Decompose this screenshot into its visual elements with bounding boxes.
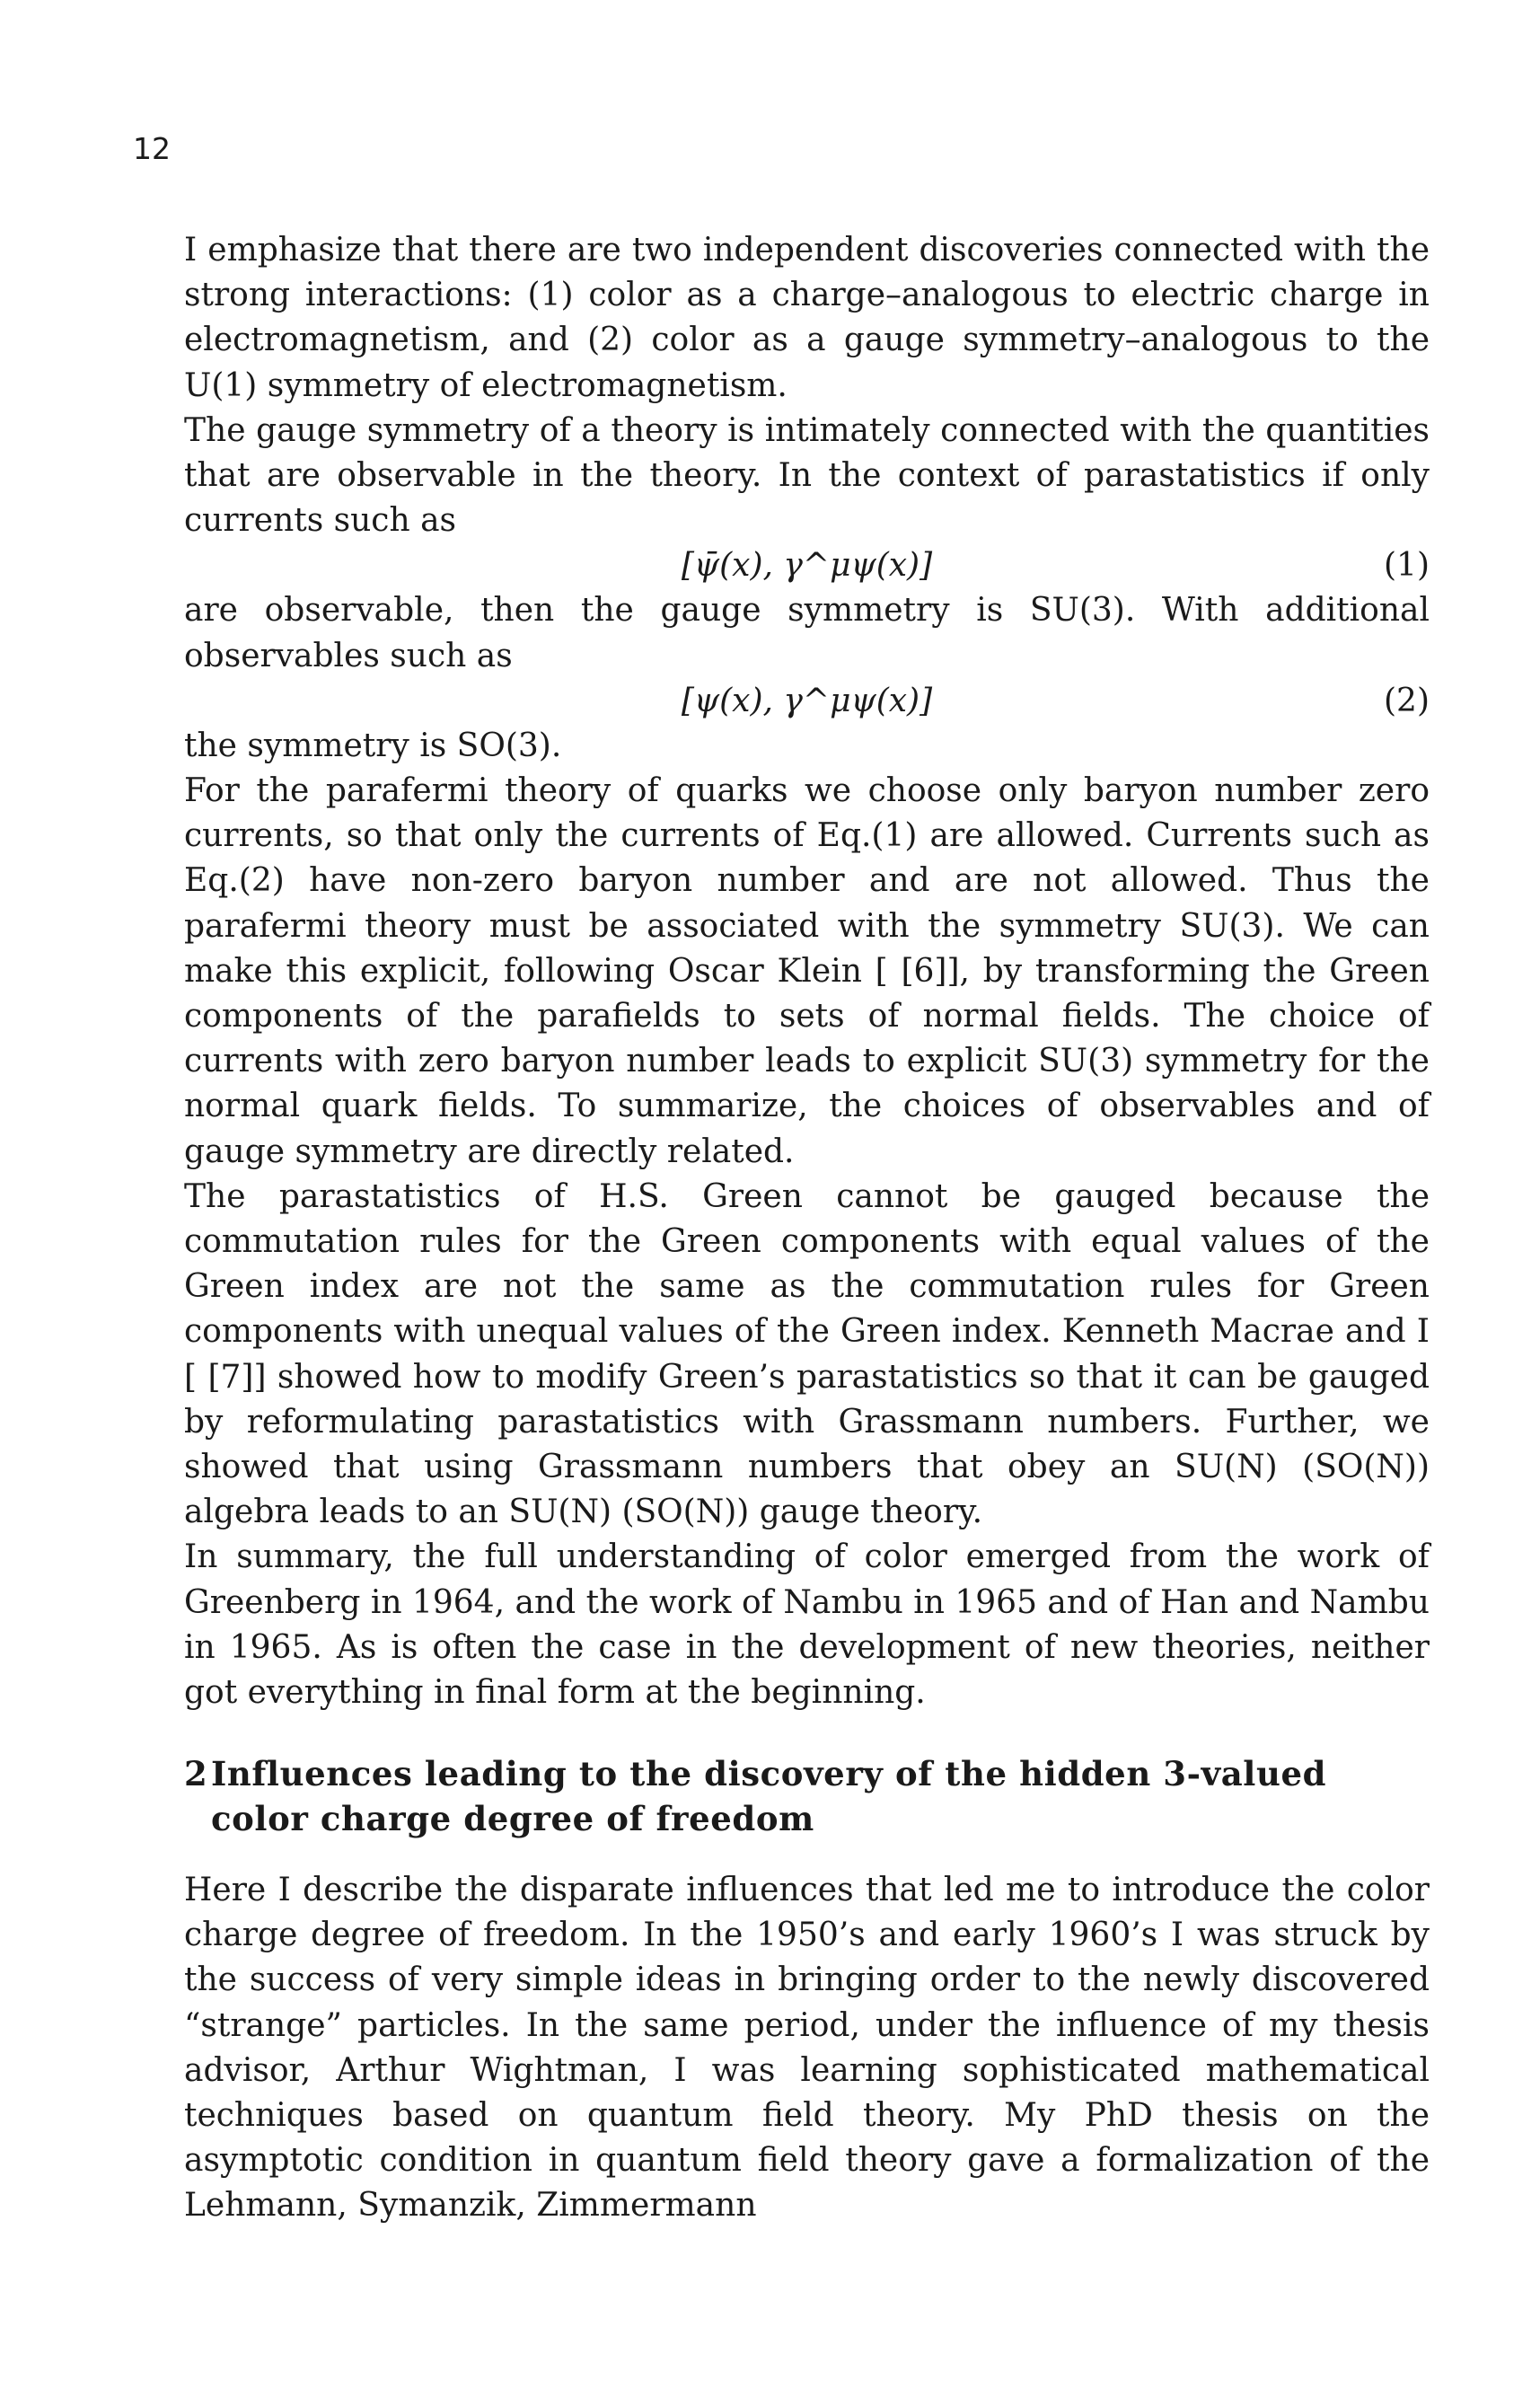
body-text-top: [184, 228, 1430, 1715]
section-number: 2: [184, 1754, 207, 1793]
paragraph: Here I describe the disparate influences that led me to introduce the color charge degree of freedom. In the 1950’s and early 1960’s I was struck by the success of very simple ideas in bringing order to the newly discovered “strange” particles. In the same period, under the influence of my thesis advisor, Arthur Wightman, I was learning sophisticated mathematical techniques based on quantum field theory. My PhD thesis on the asymptotic condition in quantum field theory gave a formalization of the Lehmann, Symanzik, Zimmermann: [184, 1872, 1430, 2225]
paragraph: For the parafermi theory of quarks we choose only baryon number zero currents, so that only the currents of Eq.(1) are allowed. Currents such as Eq.(2) have non-zero baryon number and are not allowed. Thus the parafermi theory must be associated with the symmetry SU(3). We can make this explicit, following Oscar Klein [ [6]], by transforming the Green components of the parafields to sets of normal fields. The choice of currents with zero baryon number leads to explicit SU(3) symmetry for the normal quark fields. To summarize, the choices of observables and of gauge symmetry are directly related.: [184, 772, 1430, 1170]
body-text-bottom: [184, 1868, 1430, 2229]
paragraph: are observable, then the gauge symmetry is SU(3). With additional observables such as: [184, 592, 1430, 674]
paragraph: I emphasize that there are two independent discoveries connected with the strong interactions: (1) color as a charge–analogous to electric charge in electromagnetism, and (2) color as a gauge symmetry–analogous to the U(1) symmetry of electromagnetism.: [184, 232, 1430, 404]
section-title: Influences leading to the discovery of the hidden 3-valued color charge degree of freedom: [211, 1754, 1327, 1838]
paragraph: The gauge symmetry of a theory is intimately connected with the quantities that are observable in the theory. In the context of parastatistics if only currents such as: [184, 411, 1430, 540]
equation-1-formula: [ψ̄(x), γ^μψ(x)]: [681, 547, 933, 585]
equation-2: [184, 679, 1430, 724]
equation-2-number: (2): [1384, 682, 1430, 719]
paragraph: the symmetry is SO(3).: [184, 727, 562, 764]
paragraph: The parastatistics of H.S. Green cannot be gauged because the commutation rules for the Green components with equal values of the Green index are not the same as the commutation rules for Green components with unequal values of the Green index. Kenneth Macrae and I [ [7]] showed how to modify Green’s parastatistics so that it can be gauged by reformulating parastatistics with Grassmann numbers. Further, we showed that using Grassmann numbers that obey an SU(N) (SO(N)) algebra leads to an SU(N) (SO(N)) gauge theory.: [184, 1177, 1430, 1531]
equation-1: [184, 543, 1430, 588]
section-heading: [184, 1751, 1430, 1841]
equation-1-number: (1): [1384, 547, 1430, 585]
paragraph: In summary, the full understanding of color emerged from the work of Greenberg in 1964, and the work of Nambu in 1965 and of Han and Nambu in 1965. As is often the case in the development of new theories, neither got everything in final form at the beginning.: [184, 1538, 1430, 1712]
equation-2-formula: [ψ(x), γ^μψ(x)]: [681, 682, 933, 719]
page-number: 12: [133, 131, 171, 166]
